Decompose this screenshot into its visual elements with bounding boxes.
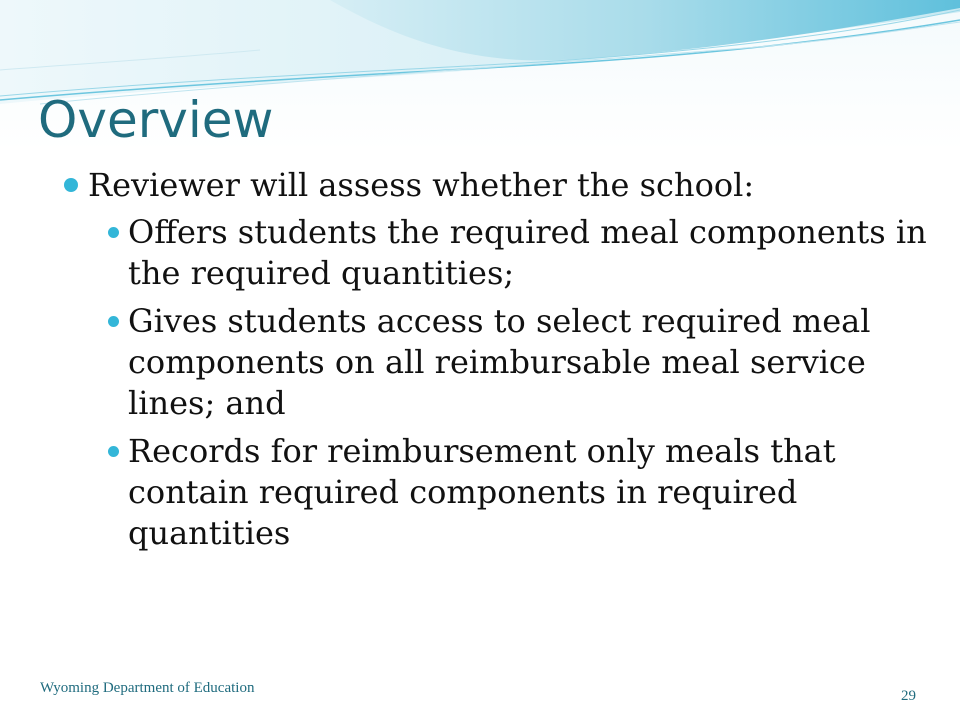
sub-bullet-text: Offers students the required meal components in the required quantities;: [128, 213, 927, 292]
page-number: 29: [901, 688, 916, 704]
sub-bullet-dot-icon: [108, 316, 119, 327]
bullet-item: [62, 160, 932, 554]
sub-bullet-item: [104, 301, 932, 424]
sub-bullet-item: [104, 212, 932, 294]
sub-bullet-dot-icon: [108, 446, 119, 457]
bullet-dot-icon: [64, 178, 78, 192]
sub-bullet-text: Gives students access to select required meal components on all reimbursable meal service lines; and: [128, 302, 871, 422]
bullet-list: [62, 160, 932, 561]
slide-title: Overview: [38, 91, 274, 149]
footer-text: Wyoming Department of Education: [40, 680, 255, 696]
sub-bullet-text: Records for reimbursement only meals that contain required components in required quantities: [128, 432, 836, 552]
sub-bullet-list: [104, 212, 932, 554]
sub-bullet-item: [104, 431, 932, 554]
sub-bullet-dot-icon: [108, 227, 119, 238]
bullet-text: Reviewer will assess whether the school:: [88, 166, 755, 204]
